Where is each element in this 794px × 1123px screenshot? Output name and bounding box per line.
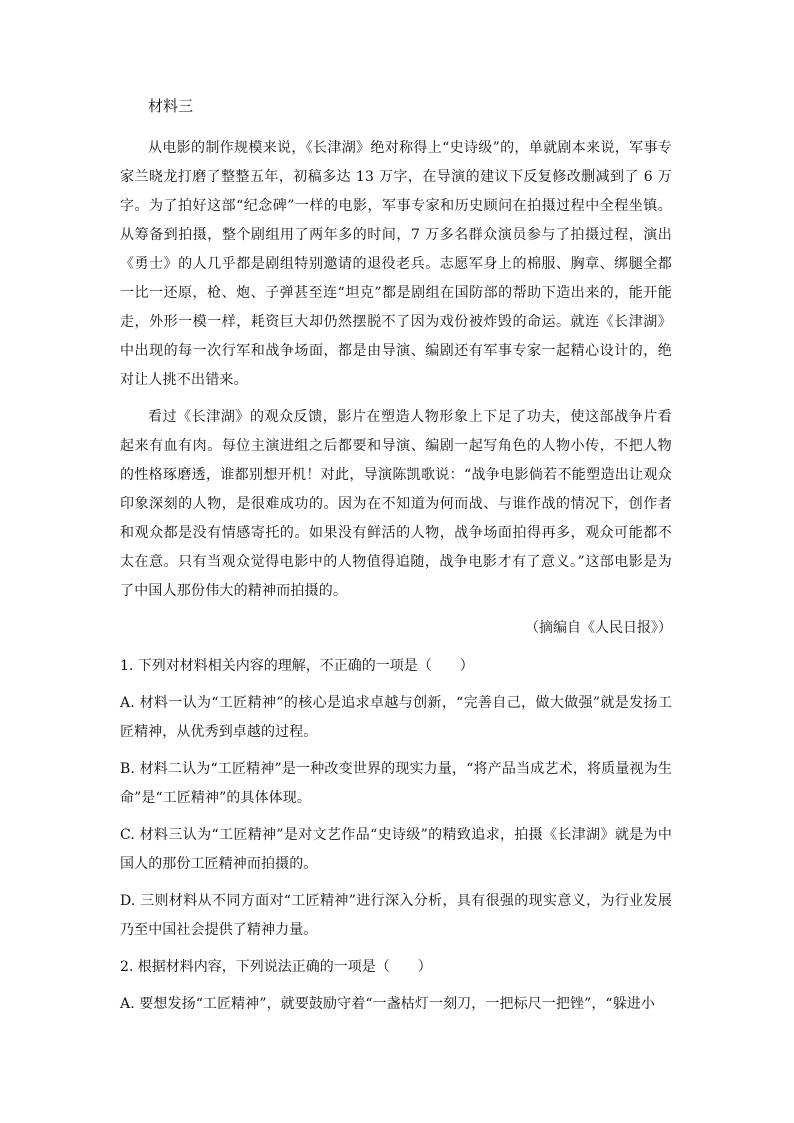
material-heading: 材料三 [148, 97, 194, 115]
question-option: A. 要想发扬“工匠精神”，就要鼓励守着“一盏枯灯一刻刀，一把标尺一把锉”，“躲进小 [120, 996, 655, 1012]
paragraph-1: 从电影的制作规模来说，《长津湖》绝对称得上“史诗级”的，单就剧本来说，军事专家兰晓龙打磨了整整五年，初稿多达 13 万字，在导演的建议下反复修改删减到了 6 万字。为了拍好这部“纪念碑”一样的电影，军事专家和历史顾问在拍摄过程中全程坐镇。从筹备到拍摄，整个剧组用了两年多的时间，7 万多名群众演员参与了拍摄过程，演出《勇士》的人几乎都是剧组特别邀请的退役老兵。志愿军身上的棉服、胸章、绑腿全都一比一还原，枪、炮、子弹甚至连“坦克”都是剧组在国防部的帮助下造出来的，能开能走，外形一模一样，耗资巨大却仍然摆脱不了因为戏份被炸毁的命运。就连《长津湖》中出现的每一次行军和战争场面，都是由导演、编剧还有军事专家一起精心设计的，绝对让人挑不出错来。 [120, 140, 672, 388]
question-option: B. 材料二认为“工匠精神”是一种改变世界的现实力量，“将产品当成艺术，将质量视为生命”是“工匠精神”的具体体现。 [120, 761, 672, 806]
question-option: A. 材料一认为“工匠精神”的核心是追求卓越与创新，“完善自己，做大做强”就是发扬工匠精神，从优秀到卓越的过程。 [120, 695, 672, 740]
question-stem: 1. 下列对材料相关内容的理解，不正确的一项是（ ） [120, 658, 474, 674]
question-1 [120, 652, 672, 945]
question-stem: 2. 根据材料内容，下列说法正确的一项是（ ） [120, 959, 432, 975]
document-content [120, 92, 672, 1027]
question-2 [120, 953, 672, 1019]
paragraph-2: 看过《长津湖》的观众反馈，影片在塑造人物形象上下足了功夫，使这部战争片看起来有血有肉。每位主演进组之后都要和导演、编剧一起写角色的人物小传，不把人物的性格琢磨透，谁都别想开机！对此，导演陈凯歌说：“战争电影倘若不能塑造出让观众印象深刻的人物，是很难成功的。因为在不知道为何而战、与谁作战的情况下，创作者和观众都是没有情感寄托的。如果没有鲜活的人物，战争场面拍得再多，观众可能都不太在意。只有当观众觉得电影中的人物值得追随，战争电影才有了意义。”这部电影是为了中国人那份伟大的精神而拍摄的。 [120, 409, 672, 599]
question-option: C. 材料三认为“工匠精神”是对文艺作品“史诗级”的精致追求，拍摄《长津湖》就是为中国人的那份工匠精神而拍摄的。 [120, 827, 672, 872]
question-option: D. 三则材料从不同方面对“工匠精神”进行深入分析，具有很强的现实意义，为行业发展乃至中国社会提供了精神力量。 [120, 893, 672, 938]
source-citation: （摘编自《人民日报》） [525, 620, 672, 636]
